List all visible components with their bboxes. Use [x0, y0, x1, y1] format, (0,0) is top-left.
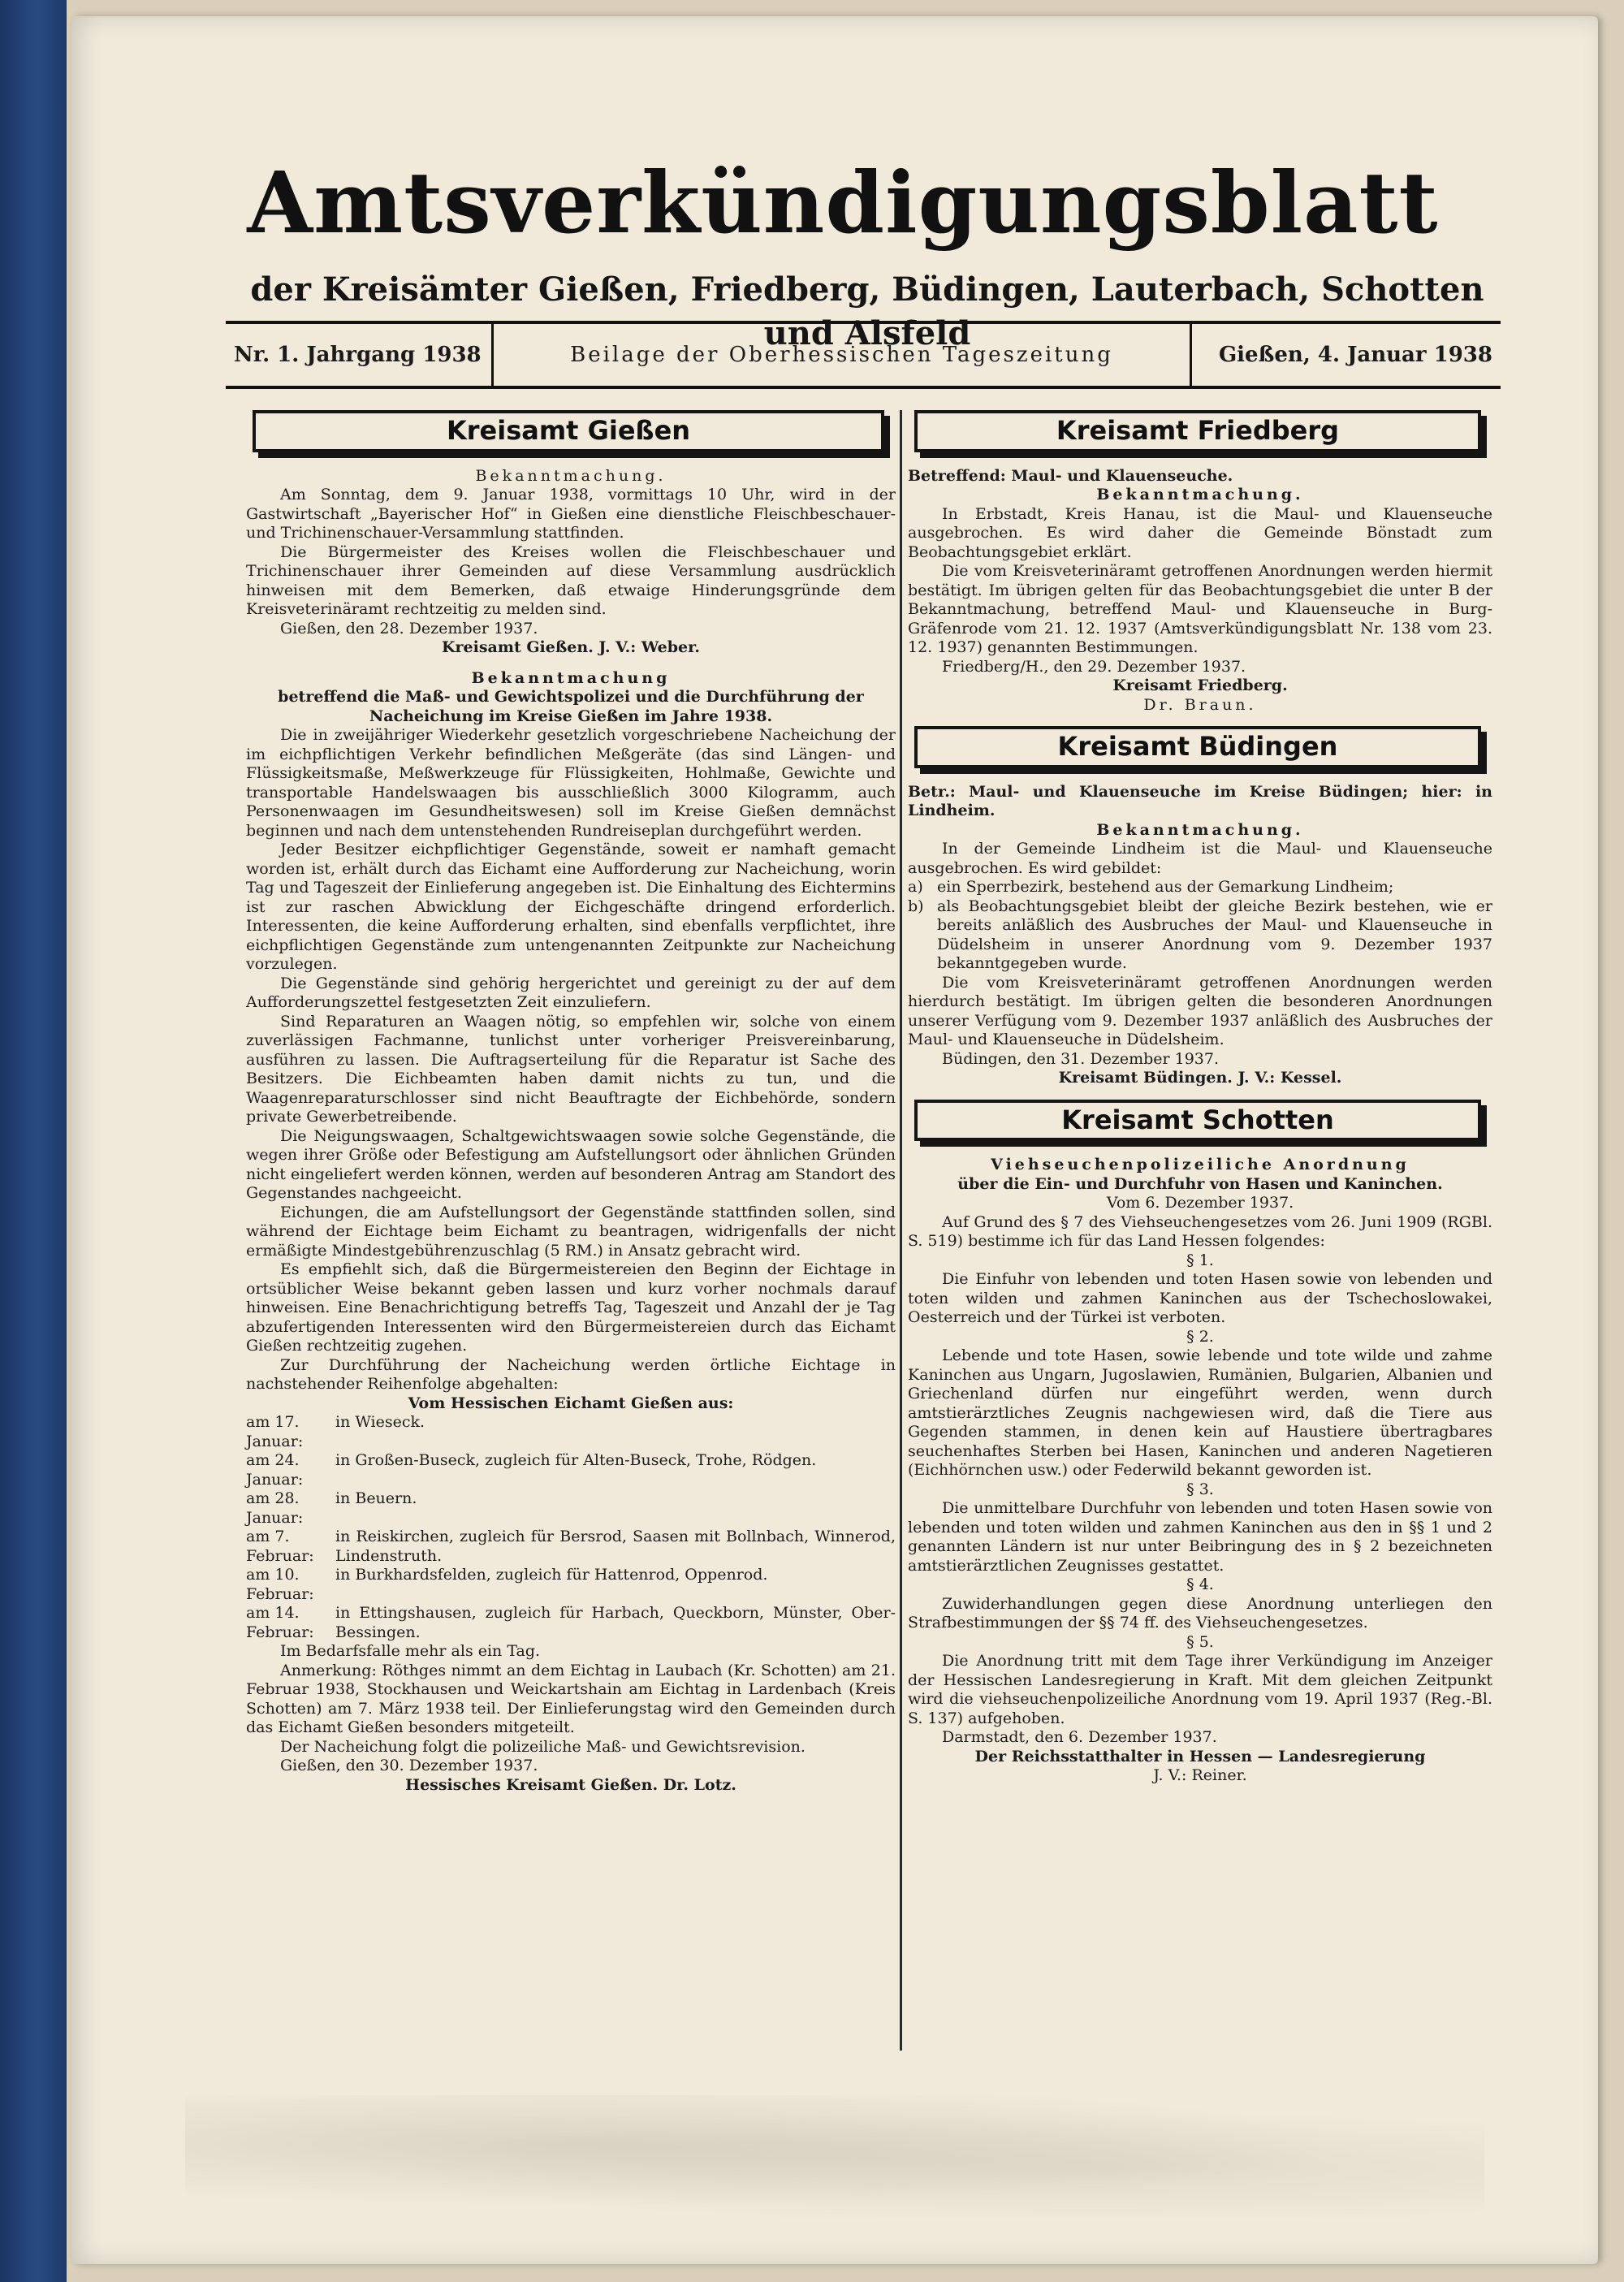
list-item-text: ein Sperrbezirk, bestehend aus der Gemarkung Lindheim;	[937, 878, 1394, 896]
book-binding	[0, 0, 67, 2282]
notice-paragraph: Jeder Besitzer eichpflichtiger Gegenstände, soweit er namhaft gemacht worden ist, erhält durch das Eichamt eine Aufforderung zur Nacheichung, worin Tag und Tageszeit der Einlieferung angegeben ist. Die Einhaltung des Eichtermins ist zur raschen Abwicklung der Eichgeschäfte dringend erforderlich. Interessenten, die keine Aufforderung erhalten, sind ebenfalls verpflichtet, ihre eichpflichtigen Gegenstände zum untengenannten Zeitpunkte zur Nacheichung vorzulegen.	[246, 841, 896, 973]
calibration-schedule	[246, 1413, 896, 1642]
schedule-place: in Beuern.	[335, 1489, 417, 1507]
schedule-row	[246, 1528, 896, 1566]
notice-date: Vom 6. Dezember 1937.	[1106, 1194, 1294, 1212]
notice-paragraph: Die unmittelbare Durchfuhr von lebenden und toten Hasen sowie von lebenden und toten wilden und zahmen Kaninchen aus den in §§ 1 und 2 genannten Ländern ist nur unter Beibringung des in § 2 bezeichneten amtstierärztlichen Zeugnisses gestattet.	[908, 1499, 1492, 1575]
notice-title: Bekanntmachung.	[1096, 820, 1304, 839]
notice-place-date: Gießen, den 30. Dezember 1937.	[280, 1757, 538, 1774]
notice-paragraph: Die Einfuhr von lebenden und toten Hasen sowie von lebenden und toten wilden und zahmen Kaninchen aus der Tschechoslowakei, Oesterreich und der Türkei ist verboten.	[908, 1270, 1492, 1326]
issue-number: Nr. 1. Jahrgang 1938	[226, 324, 494, 386]
page-background	[67, 0, 1624, 2282]
notice-paragraph: Anmerkung: Röthges nimmt an dem Eichtag in Laubach (Kr. Schotten) am 21. Februar 1938, Stockhausen und Weickartshain am Eichtag in Lardenbach (Kreis Schotten) am 7. März 1938 teil. Der Einlieferungstag wird den Gemeinden durch das Eichamt Gießen besonders mitgeteilt.	[246, 1661, 896, 1736]
notice-subject: betreffend die Maß- und Gewichtspolizei und die Durchführung der Nacheichung im Kreise Gießen im Jahre 1938.	[278, 688, 864, 725]
newspaper-page	[71, 16, 1598, 2264]
column-divider	[900, 410, 902, 2051]
section-number: § 2.	[1186, 1327, 1214, 1346]
section-heading-buedingen: Kreisamt Büdingen	[914, 726, 1481, 768]
notice-paragraph: Der Nacheichung folgt die polizeiliche Maß- und Gewichtsrevision.	[280, 1737, 806, 1756]
schedule-date: am 17. Januar:	[246, 1413, 304, 1450]
notice-paragraph: Die in zweijähriger Wiederkehr gesetzlich vorgeschriebene Nacheichung der im eichpflichtigen Verkehr befindlichen Meßgeräte (das sind Längen- und Flüssigkeitsmaße, Meßwerkzeuge für Flüssigkeiten, Hohlmaße, Gewichte und transportable Handelswaagen bis ausschließlich 3000 Kilogramm, auch Personenwaagen im Gesundheitswesen) soll im Kreise Gießen demnächst beginnen und nach dem untenstehenden Rundreiseplan durchgeführt werden.	[246, 726, 896, 840]
notice-signature: Kreisamt Friedberg.	[1112, 676, 1288, 694]
notice-paragraph: Die vom Kreisveterinäramt getroffenen Anordnungen werden hiermit bestätigt. Im übrigen gelten für das Beobachtungsgebiet die unter B der Bekanntmachung, betreffend Maul- und Klauenseuche in Burg-Gräfenrode vom 21. 12. 1937 (Amtsverkündigungsblatt Nr. 138 vom 23. 12. 1937) genannten Bestimmungen.	[908, 562, 1492, 656]
notice-title: Bekanntmachung.	[1096, 486, 1304, 504]
notice-title: Bekanntmachung.	[475, 466, 667, 485]
notice-subject: über die Ein- und Durchfuhr von Hasen und Kaninchen.	[957, 1174, 1443, 1193]
schedule-place: in Großen-Buseck, zugleich für Alten-Buseck, Trohe, Rödgen.	[335, 1451, 817, 1469]
issue-date: Gießen, 4. Januar 1938	[1218, 343, 1492, 367]
notice-paragraph: Zur Durchführung der Nacheichung werden örtliche Eichtage in nachstehender Reihenfolge abgehalten:	[246, 1355, 896, 1393]
notice-paragraph: In Erbstadt, Kreis Hanau, ist die Maul- und Klauenseuche ausgebrochen. Es wird daher die Gemeinde Bönstadt zum Beobachtungsgebiet erklärt.	[908, 504, 1492, 561]
schedule-place: in Wieseck.	[335, 1413, 425, 1431]
notice-paragraph: Auf Grund des § 7 des Viehseuchengesetzes vom 26. Juni 1909 (RGBl. S. 519) bestimme ich für das Land Hessen folgendes:	[908, 1212, 1492, 1250]
schedule-row	[246, 1451, 896, 1489]
schedule-row	[246, 1566, 896, 1604]
schedule-date: am 28. Januar:	[246, 1489, 304, 1527]
notice-paragraph: Die Anordnung tritt mit dem Tage ihrer Verkündigung im Anzeiger der Hessischen Landesregierung in Kraft. Mit dem gleichen Zeitpunkt wird die viehseuchenpolizeiliche Anordnung vom 19. April 1937 (Reg.-Bl. S. 137) aufgehoben.	[908, 1652, 1492, 1727]
notice-paragraph: In der Gemeinde Lindheim ist die Maul- und Klauenseuche ausgebrochen. Es wird gebildet:	[908, 840, 1492, 877]
schedule-row	[246, 1489, 896, 1528]
notice-subject: Betr.: Maul- und Klauenseuche im Kreise Büdingen; hier: in Lindheim.	[908, 782, 1492, 819]
issue-info-bar	[226, 321, 1501, 389]
section-heading-schotten: Kreisamt Schotten	[914, 1100, 1481, 1142]
masthead-subtitle: der Kreisämter Gießen, Friedberg, Büdingen, Lauterbach, Schotten und Alsfeld	[250, 270, 1484, 352]
right-column	[908, 410, 1492, 1786]
schedule-heading: Vom Hessischen Eichamt Gießen aus:	[408, 1394, 734, 1412]
notice-place-date: Gießen, den 28. Dezember 1937.	[280, 619, 538, 637]
notice-place-date: Büdingen, den 31. Dezember 1937.	[942, 1049, 1220, 1068]
notice-paragraph: Es empfiehlt sich, daß die Bürgermeistereien den Beginn der Eichtage in ortsüblicher Weise bekannt geben lassen und kurz vorher nochmals darauf hinweisen. Eine Benachrichtigung betreffs Tag, Tageszeit und Anzahl der je Tag abzufertigenden Interessenten wird den Bürgermeistereien durch das Eichamt Gießen rechtzeitig zugehen.	[246, 1260, 896, 1355]
notice-paragraph: Im Bedarfsfalle mehr als ein Tag.	[280, 1642, 541, 1660]
notice-signature: Der Reichsstatthalter in Hessen — Landesregierung	[974, 1747, 1426, 1766]
notice-paragraph: Am Sonntag, dem 9. Januar 1938, vormittags 10 Uhr, wird in der Gastwirtschaft „Bayerischer Hof“ in Gießen eine dienstliche Fleischbeschauer- und Trichinenschauer-Versammlung stattfinden.	[246, 486, 896, 542]
notice-paragraph: Sind Reparaturen an Waagen nötig, so empfehlen wir, solche von einem zuverlässigen Fachmanne, tunlichst unter vorheriger Preisvereinbarung, ausführen zu lassen. Die Auftragserteilung für die Reparatur ist Sache des Besitzers. Die Eichbeamten haben damit nichts zu tun, und die Waagenreparaturschlosser sind nicht Beauftragte der Eichbehörde, sondern private Gewerbetreibende.	[246, 1012, 896, 1126]
schedule-date: am 7. Februar:	[246, 1528, 314, 1565]
schedule-date: am 24. Januar:	[246, 1451, 304, 1489]
schedule-place: in Ettingshausen, zugleich für Harbach, Queckborn, Münster, Ober-Bessingen.	[335, 1604, 896, 1641]
section-number: § 1.	[1186, 1251, 1214, 1269]
schedule-row	[246, 1413, 896, 1451]
section-heading-friedberg: Kreisamt Friedberg	[914, 410, 1481, 452]
section-number: § 5.	[1186, 1632, 1214, 1651]
notice-signature: Hessisches Kreisamt Gießen. Dr. Lotz.	[405, 1775, 736, 1794]
notice-place-date: Friedberg/H., den 29. Dezember 1937.	[942, 657, 1246, 676]
notice-paragraph: Lebende und tote Hasen, sowie lebende und tote wilde und zahme Kaninchen aus Ungarn, Jugoslawien, Rumänien, Bulgarien, Albanien und Griechenland dürfen nur eingeführt werden, wenn durch amtstierärztliches Zeugnis nachgewiesen wird, daß die Tiere aus Gegenden stammen, in denen kein auf Haustiere übertragbares seuchenhaftes Sterben bei Hasen, Kaninchen und anderen Nagetieren (Eichhörnchen usw.) oder Federwild bekannt geworden ist.	[908, 1346, 1492, 1479]
notice-place-date: Darmstadt, den 6. Dezember 1937.	[942, 1728, 1217, 1746]
schedule-date: am 14. Februar:	[246, 1604, 314, 1641]
notice-signature: Dr. Braun.	[1143, 695, 1257, 714]
section-number: § 3.	[1186, 1480, 1214, 1498]
list-item	[908, 897, 1492, 974]
notice-signature: Kreisamt Büdingen. J. V.: Kessel.	[1058, 1069, 1342, 1087]
paper-stain	[185, 2095, 1484, 2217]
notice-title: Bekanntmachung	[471, 668, 671, 687]
list-item-label: b)	[908, 897, 924, 915]
section-number: § 4.	[1186, 1575, 1214, 1593]
list-item	[908, 878, 1492, 897]
notice-signature: Kreisamt Gießen. J. V.: Weber.	[442, 638, 700, 656]
notice-paragraph: Eichungen, die am Aufstellungsort der Gegenstände stattfinden sollen, sind während der Eichtage beim Eichamt zu beantragen, widrigenfalls der nicht ermäßigte Mindestgebührenzuschlag (5 RM.) in Ansatz gebracht wird.	[246, 1203, 896, 1260]
notice-subject: Betreffend: Maul- und Klauenseuche.	[908, 466, 1233, 485]
notice-paragraph: Die vom Kreisveterinäramt getroffenen Anordnungen werden hierdurch bestätigt. Im übrigen gelten die besonderen Anordnungen unserer Verfügung vom 9. Dezember 1937 anläßlich des Ausbruches der Maul- und Klauenseuche in Düdelsheim.	[908, 973, 1492, 1048]
left-column	[246, 410, 896, 1795]
supplement-label: Beilage der Oberhessischen Tageszeitung	[494, 324, 1192, 386]
schedule-row	[246, 1604, 896, 1642]
masthead-title: Amtsverkündigungsblatt	[247, 153, 1439, 253]
notice-paragraph: Die Neigungswaagen, Schaltgewichtswaagen sowie solche Gegenstände, die wegen ihrer Größe oder Befestigung am Aufstellungsort oder ähnlichen Gründen nicht eingeliefert werden können, werden auf besonderen Antrag am Standort des Gegenstandes nachgeeicht.	[246, 1126, 896, 1202]
notice-paragraph: Zuwiderhandlungen gegen diese Anordnung unterliegen den Strafbestimmungen der §§ 74 ff. des Viehseuchengesetzes.	[908, 1594, 1492, 1632]
notice-title: Viehseuchenpolizeiliche Anordnung	[991, 1156, 1410, 1173]
list-item-text: als Beobachtungsgebiet bleibt der gleiche Bezirk bestehen, wie er bereits anläßlich des Ausbruches der Maul- und Klauenseuche in Düdelsheim in unserer Anordnung vom 9. Dezember 1937 bekanntgegeben wurde.	[937, 897, 1492, 972]
notice-paragraph: Die Gegenstände sind gehörig hergerichtet und gereinigt zu der auf dem Aufforderungszettel festgesetzten Zeit einzuliefern.	[246, 974, 896, 1011]
list-item-label: a)	[908, 878, 923, 896]
notice-list	[908, 878, 1492, 974]
section-heading-giessen: Kreisamt Gießen	[253, 410, 884, 452]
schedule-place: in Reiskirchen, zugleich für Bersrod, Saasen mit Bollnbach, Winnerod, Lindenstruth.	[335, 1528, 896, 1565]
notice-paragraph: Die Bürgermeister des Kreises wollen die Fleischbeschauer und Trichinenschauer ihrer Gemeinden auf diese Versammlung ausdrücklich hinweisen mit dem Bemerken, daß etwaige Hinderungsgründe dem Kreisveterinäramt rechtzeitig zu melden sind.	[246, 542, 896, 618]
schedule-date: am 10. Februar:	[246, 1566, 314, 1603]
schedule-place: in Burkhardsfelden, zugleich für Hattenrod, Oppenrod.	[335, 1566, 768, 1584]
notice-signature: J. V.: Reiner.	[1153, 1766, 1247, 1784]
